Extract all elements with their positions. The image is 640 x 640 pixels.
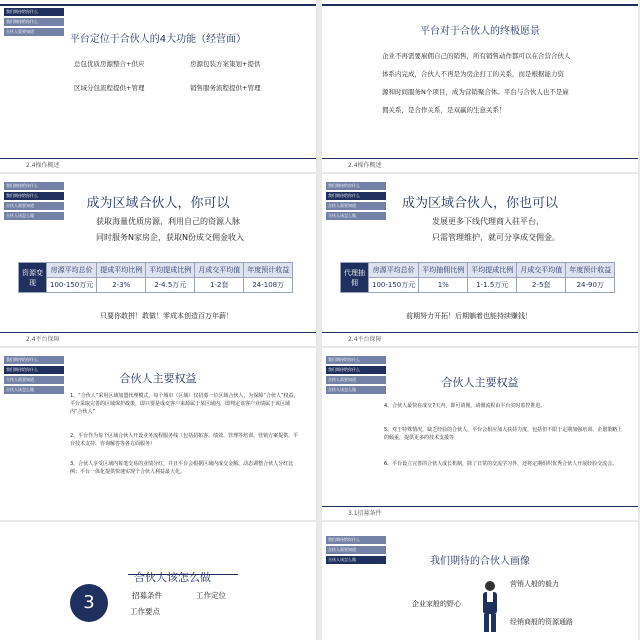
table-header: 年度预计收益: [244, 263, 293, 278]
nav-item[interactable]: 合伙人该怎么做: [326, 556, 386, 564]
rights-item: 1、“合伙人”采用区域加盟代理模式，每个城市（区域）仅招募一位区域合伙人，为保障“合伙人”权益，平台采取完善的区域保护政策，即只要是成交客户来源属于某区域内，即判定该客户业绩属于该区域内“合伙人”: [70, 393, 299, 415]
slogan: 前期努力开拓！后期躺着也能持续赚钱！: [406, 312, 532, 320]
footer-label: 2.4平台保障: [348, 336, 382, 343]
nav-item[interactable]: 我们期待给你什么: [326, 536, 386, 544]
table-header: 房源平均总价: [47, 263, 97, 278]
nav-item[interactable]: 合伙人该怎么做: [4, 212, 64, 220]
trait-label: 企业家般的野心: [412, 600, 461, 608]
rights-item: 6、平台设立完善的合伙人成长机制，除了日常的交流学习外，还将定期组织优秀合伙人开展经验交流会。: [384, 461, 618, 467]
table-cell: 100-150万元: [47, 278, 97, 293]
nav-item[interactable]: 我们期待给你什么: [326, 366, 386, 374]
table-header: 年度预计收益: [566, 263, 615, 278]
nav-item[interactable]: 合伙人需要知道: [326, 376, 386, 384]
nav-item[interactable]: 我们期待给你什么: [4, 18, 64, 26]
body-line: 只需管理维护，就可分享成交佣金。: [432, 233, 560, 242]
nav-item[interactable]: 合伙人需要知道: [4, 202, 64, 210]
slide-title: 合伙人主要权益: [441, 376, 519, 389]
function-text: 销售服务流程提供+管理: [190, 84, 261, 92]
table-header: 平均提成比例: [146, 263, 195, 278]
rights-item: 3、合伙人享受区域内每笔交易的业绩分红，并且平台会根据区域内成交金额、动态调整合伙人分红比例；平台一体化提供快速实现个合伙人利益最大化。: [70, 461, 294, 475]
table-cell: 2-3%: [97, 278, 146, 293]
slide-footer: [322, 506, 638, 520]
rights-item: 2、平台作为每个区域合伙人开设业务流程服务线（包括招拓客、绩效、管理等培训、营销方案提供、平台技术支持、咨询解答等各方面服务）: [70, 433, 299, 447]
table-header: 平均提成比例: [468, 263, 517, 278]
income-table: [18, 262, 293, 293]
footer-label: 3.1招募条件: [348, 510, 382, 517]
nav-item[interactable]: 我们期待给你什么: [4, 8, 64, 16]
table-header: 房源平均总价: [369, 263, 419, 278]
table-side-label: 资源变现: [19, 263, 47, 293]
slide-title: 平台对于合伙人的终极愿景: [420, 26, 540, 37]
slide-title: 平台定位于合伙人的4大功能（经营面）: [69, 34, 247, 45]
nav-item[interactable]: 合伙人需要知道: [4, 28, 64, 36]
nav-item[interactable]: 合伙人该怎么做: [4, 386, 64, 394]
nav-item[interactable]: 我们期待给你什么: [326, 356, 386, 364]
table-header: 平均抽佣比例: [419, 263, 468, 278]
table-cell: 100-150万元: [369, 278, 419, 293]
nav-item[interactable]: 合伙人需要知道: [326, 546, 386, 554]
footer-label: 2.4平台保障: [26, 336, 60, 343]
slide-footer: [322, 158, 638, 172]
businessman-icon: [472, 578, 512, 638]
slide-3[interactable]: [0, 174, 316, 346]
section-sub: 工作要点: [130, 607, 160, 616]
section-number: 3: [70, 584, 108, 622]
table-cell: 1%: [419, 278, 468, 293]
slide-title: 成为区域合伙人，你可以: [86, 196, 230, 211]
function-text: 房源包装方案策划+提供: [190, 60, 261, 68]
nav-item[interactable]: 我们期待给你什么: [326, 192, 386, 200]
body-line: 获取海量优质房源，利用自己的资源人脉: [96, 217, 240, 226]
footer-label: 2.4操作概述: [348, 162, 382, 169]
nav-item[interactable]: 我们期待给你什么: [4, 182, 64, 190]
body-line: 佣关系，是合作关系，是双赢的生意关系！: [382, 106, 506, 114]
trait-label: 经销商般的资源通路: [510, 618, 573, 626]
slide-title: 合伙人主要权益: [119, 372, 197, 385]
slide-title: 我们期待的合伙人画像: [430, 556, 530, 567]
table-cell: 1-2套: [195, 278, 244, 293]
slogan: 只要你敢拼！敢做！零成本创造百万年薪！: [100, 312, 233, 320]
slide-6[interactable]: [322, 348, 638, 520]
top-bar: [322, 4, 638, 6]
table-cell: 24-90万: [566, 278, 615, 293]
table-cell: 1-1.5万元: [468, 278, 517, 293]
section-title: 合伙人该怎么做: [134, 571, 211, 584]
table-header: 月成交平均值: [517, 263, 566, 278]
slide-title: 成为区域合伙人，你也可以: [401, 196, 558, 211]
slide-5[interactable]: [0, 348, 316, 520]
slide-footer: [0, 158, 316, 172]
nav-item[interactable]: 合伙人需要知道: [326, 202, 386, 210]
nav-item[interactable]: 合伙人需要知道: [4, 376, 64, 384]
table-cell: 24-108万: [244, 278, 293, 293]
body-line: 发展更多下线代理商入驻平台，: [432, 217, 544, 226]
trait-label: 营销人般的毅力: [510, 580, 559, 588]
body-line: 企业不再需要雇佣自己的销售，所有销售动作都可以在合营合伙人: [382, 52, 571, 60]
rights-item: 5、对于特殊情况，缺乏经验的合伙人，平台会相应加大扶持力度，包括但不限于定期加强培训、企划策略上的倾重，提供更多的技术支援等: [384, 427, 623, 441]
table-header: 月成交平均值: [195, 263, 244, 278]
nav-item[interactable]: 我们期待给你什么: [4, 192, 64, 200]
function-text: 区域分包流程提供+管理: [74, 84, 145, 92]
table-cell: 2-5套: [517, 278, 566, 293]
slide-1[interactable]: [0, 0, 316, 172]
slide-2[interactable]: [322, 0, 638, 172]
slide-footer: [322, 332, 638, 346]
nav-item[interactable]: 我们期待给你什么: [4, 356, 64, 364]
nav-item[interactable]: 我们期待给你什么: [326, 182, 386, 190]
nav-item[interactable]: 合伙人该怎么做: [326, 212, 386, 220]
table-cell: 2-4.5万元: [146, 278, 195, 293]
table-side-label: 代理抽佣: [341, 263, 369, 293]
section-sub: 工作定位: [196, 591, 226, 600]
slide-footer: [0, 332, 316, 346]
footer-label: 2.4操作概述: [26, 162, 60, 169]
body-line: 源和时间服务N个项目，成为营销聚合体。平台与合伙人也不是雇: [382, 88, 569, 96]
table-header: 提成平均比例: [97, 263, 146, 278]
nav-item[interactable]: 我们期待给你什么: [4, 366, 64, 374]
slide-7[interactable]: [0, 522, 316, 640]
nav-item[interactable]: 合伙人该怎么做: [326, 386, 386, 394]
rights-item: 4、合伙人最快在成交7天内，即可请佣，请佣流程由平台实时监控推进。: [384, 403, 546, 409]
slide-8[interactable]: [322, 522, 638, 640]
slide-4[interactable]: [322, 174, 638, 346]
top-bar: [0, 4, 316, 6]
function-text: 总包优质房源整合+供应: [74, 60, 145, 68]
body-line: 同时服务N家房企，获取N份成交佣金收入: [96, 233, 244, 242]
income-table: [340, 262, 615, 293]
body-line: 体系内完成，合伙人不再是为房企打工的关系，而是根据能力资: [382, 70, 564, 78]
section-sub: 招募条件: [132, 591, 162, 600]
